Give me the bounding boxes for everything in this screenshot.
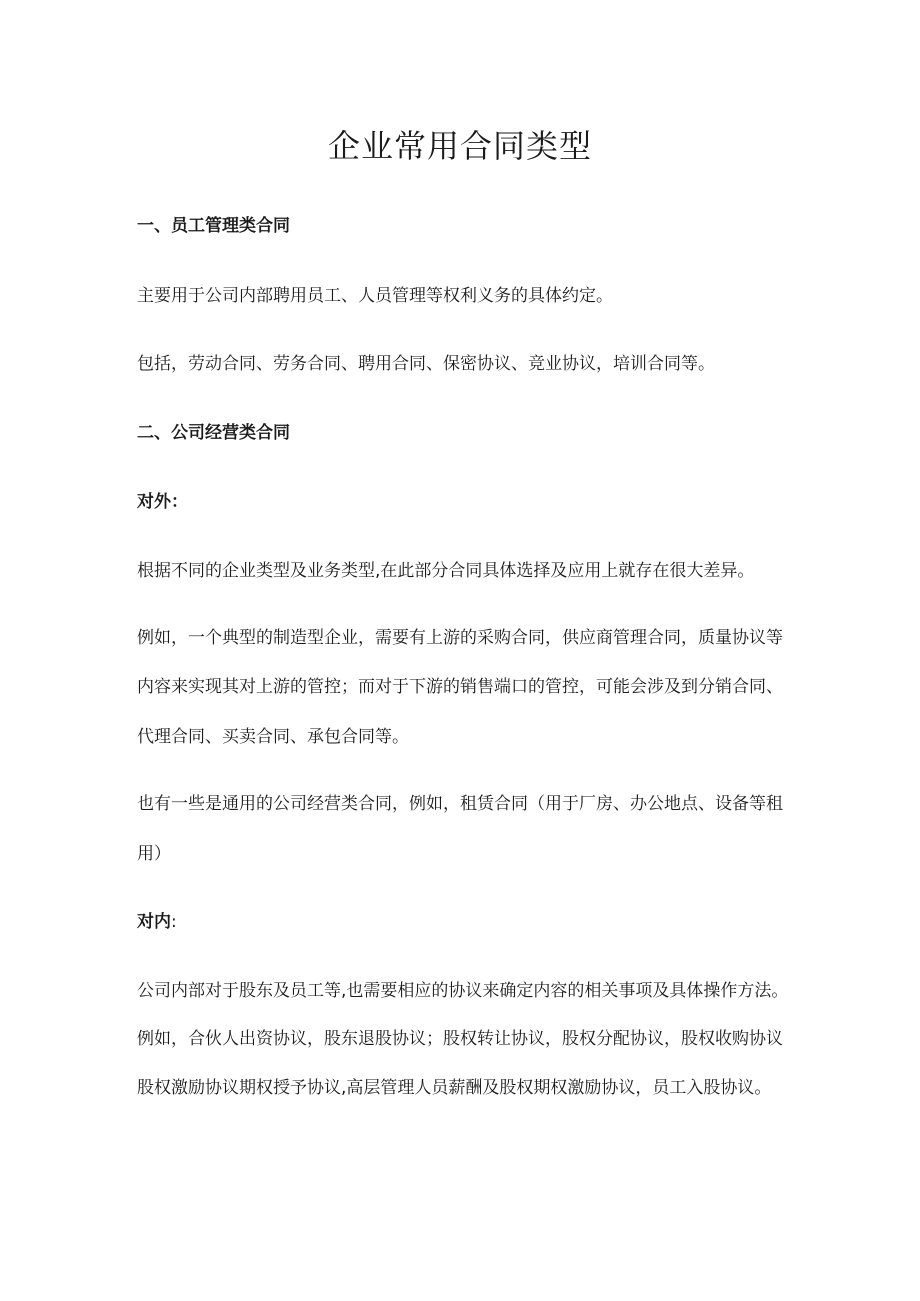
internal-line-3: 股权激励协议期权授予协议,高层管理人员薪酬及股权期权激励协议，员工入股协议。 [137, 1078, 772, 1098]
section1-heading: 一、员工管理类合同 [137, 216, 290, 236]
internal-label-colon: : [171, 912, 177, 932]
internal-line-2: 例如，合伙人出资协议，股东退股协议；股权转让协议，股权分配协议，股权收购协议 [137, 1029, 783, 1049]
external-paragraph-intro: 根据不同的企业类型及业务类型,在此部分合同具体选择及应用上就存在很大差异。 [137, 561, 755, 581]
document-title: 企业常用合同类型 [327, 127, 592, 165]
external-example-line-2: 内容来实现其对上游的管控；而对于下游的销售端口的管控，可能会涉及到分销合同、 [137, 677, 783, 697]
internal-label-text: 对内 [137, 912, 171, 932]
external-label: 对外： [137, 492, 188, 512]
external-example-line-3: 代理合同、买卖合同、承包合同等。 [137, 727, 409, 747]
section1-paragraph-purpose: 主要用于公司内部聘用员工、人员管理等权利义务的具体约定。 [137, 286, 613, 306]
internal-label [137, 910, 817, 934]
external-general-line-1: 也有一些是通用的公司经营类合同，例如，租赁合同（用于厂房、办公地点、设备等租 [137, 794, 783, 814]
internal-line-1: 公司内部对于股东及员工等,也需要相应的协议来确定内容的相关事项及具体操作方法。 [137, 981, 789, 1001]
section1-paragraph-includes: 包括，劳动合同、劳务合同、聘用合同、保密协议、竞业协议，培训合同等。 [137, 354, 715, 374]
external-example-line-1: 例如，一个典型的制造型企业，需要有上游的采购合同，供应商管理合同，质量协议等 [137, 628, 783, 648]
external-general-line-2: 用） [137, 844, 171, 864]
section2-heading: 二、公司经营类合同 [137, 423, 290, 443]
